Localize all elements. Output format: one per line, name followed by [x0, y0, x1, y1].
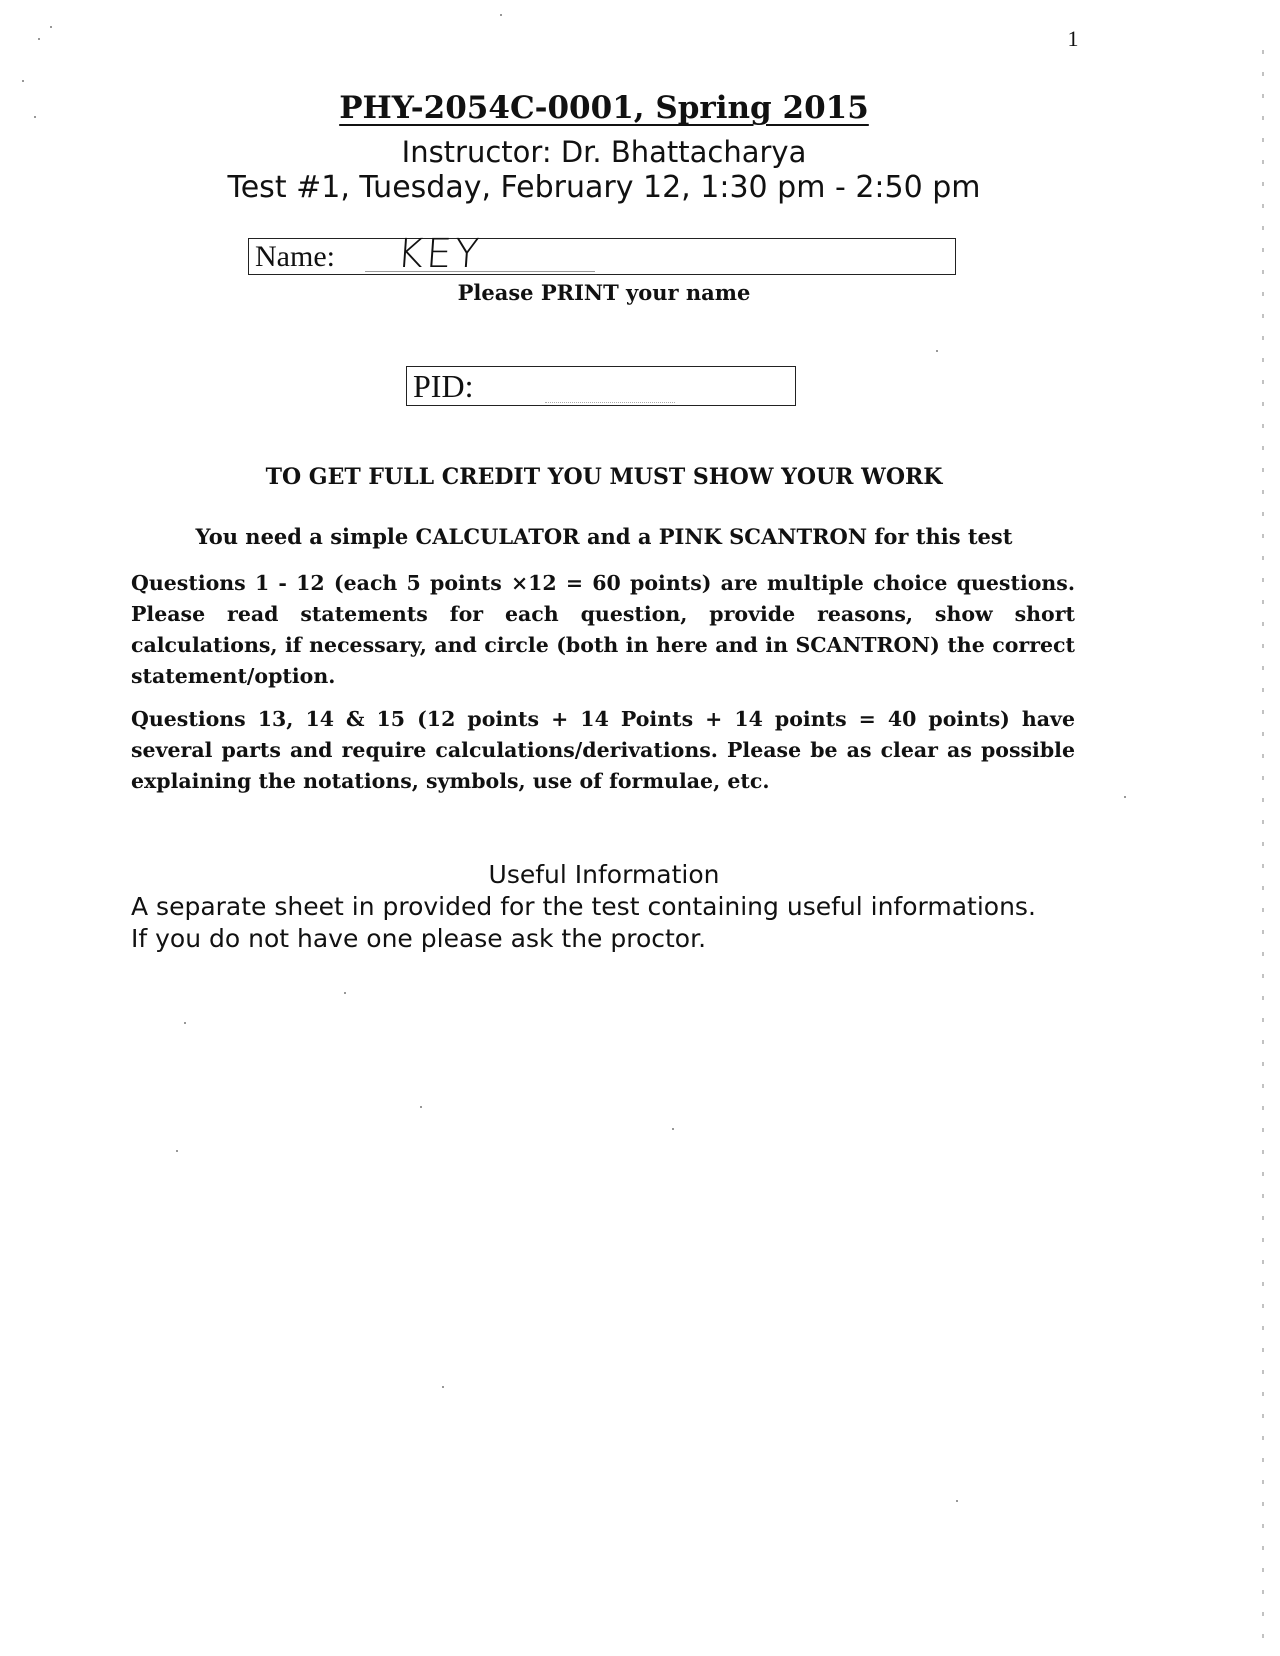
long-answer-instructions: Questions 13, 14 & 15 (12 points + 14 Points + 14 points = 40 points) have several parts and require calculations/derivations. Please be as clear as possible explaining the notations, symbols, use of formulae, etc. [131, 707, 1075, 793]
name-label: Name: [255, 240, 335, 273]
scan-speck [956, 1500, 958, 1502]
scan-speck [38, 38, 40, 40]
scan-speck [420, 1106, 422, 1108]
course-title-text: PHY-2054C-0001, Spring 2015 [339, 90, 869, 126]
multiple-choice-instructions: Questions 1 - 12 (each 5 points ×12 = 60 points) are multiple choice questions. Please read statements for each question, provide reasons, show short calculations, if necessary, and circle (both in here and in SCANTRON) the correct statement/option. [131, 571, 1075, 688]
name-field[interactable] [248, 231, 956, 277]
page-number: 1 [1067, 26, 1079, 51]
scan-speck [22, 80, 24, 82]
useful-info-heading: Useful Information [488, 860, 720, 889]
useful-info-line-1: A separate sheet in provided for the test containing useful informations. [131, 892, 1036, 921]
course-title [0, 90, 1208, 126]
scan-speck [500, 14, 502, 16]
pid-underline [545, 402, 675, 403]
scan-speck [1124, 796, 1126, 798]
scan-speck [344, 992, 346, 994]
name-hint: Please PRINT your name [457, 280, 751, 305]
scan-speck [936, 350, 938, 352]
calculator-notice: You need a simple CALCULATOR and a PINK SCANTRON for this test [195, 524, 1013, 549]
useful-info-line-2: If you do not have one please ask the proctor. [131, 924, 707, 953]
scan-speck [672, 1128, 674, 1130]
test-info-line: Test #1, Tuesday, February 12, 1:30 pm - 2:50 pm [227, 170, 981, 205]
scan-edge-artifact [1262, 50, 1264, 1650]
name-handwritten-value: KEY [395, 231, 484, 277]
full-credit-notice: TO GET FULL CREDIT YOU MUST SHOW YOUR WORK [265, 464, 943, 490]
scan-speck [184, 1022, 186, 1024]
pid-field[interactable] [406, 366, 796, 406]
scan-speck [442, 1386, 444, 1388]
scan-speck [50, 26, 52, 28]
instructor-line: Instructor: Dr. Bhattacharya [401, 135, 807, 169]
pid-label: PID: [413, 368, 474, 404]
scan-speck [34, 116, 36, 118]
scan-speck [176, 1150, 178, 1152]
